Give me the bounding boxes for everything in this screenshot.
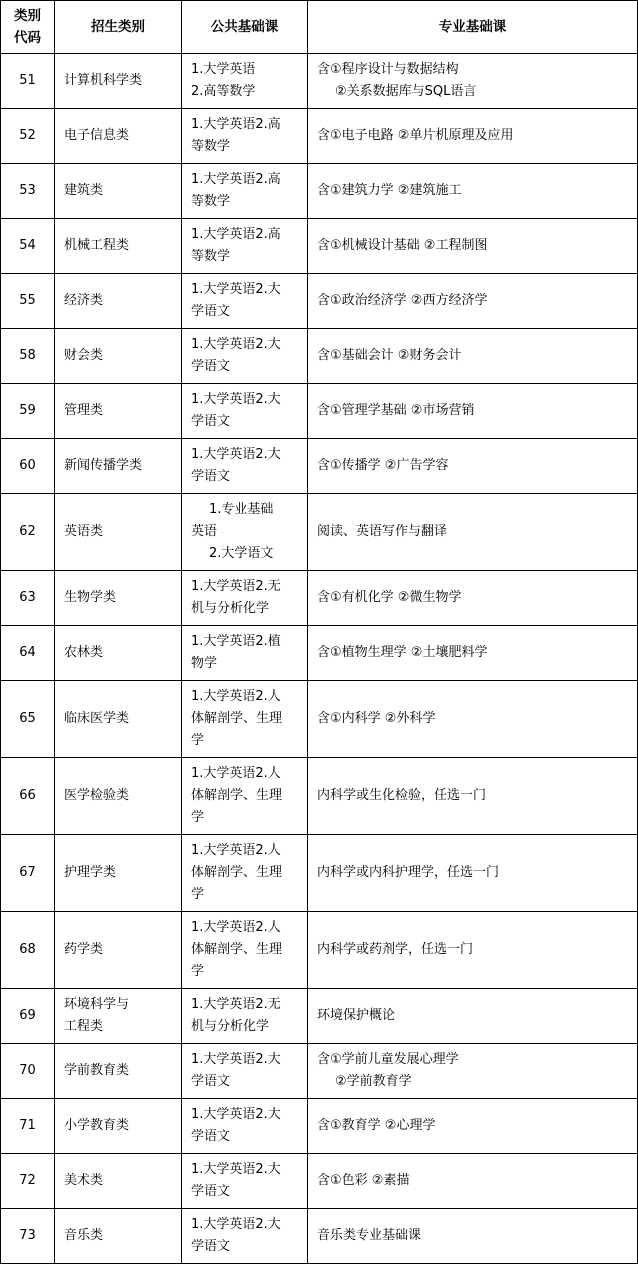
professional-course xyxy=(308,835,638,912)
professional-course xyxy=(308,758,638,835)
public-course-line: 1.大学英语2.人 xyxy=(191,689,281,704)
admission-category xyxy=(55,758,182,835)
professional-course xyxy=(308,274,638,329)
header-category: 招生类别 xyxy=(55,1,182,54)
category-code: 72 xyxy=(1,1154,55,1209)
public-course-line: 学语文 xyxy=(191,1239,231,1254)
admission-category xyxy=(55,835,182,912)
category-code: 71 xyxy=(1,1099,55,1154)
public-course-line: 等数学 xyxy=(191,249,231,264)
public-course-line: 学语文 xyxy=(191,469,231,484)
admission-category-line: 药学类 xyxy=(64,942,104,957)
public-course-line: 等数学 xyxy=(191,194,231,209)
professional-course xyxy=(308,329,638,384)
professional-course-line: 内科学或生化检验，任选一门 xyxy=(317,788,487,803)
category-code: 52 xyxy=(1,109,55,164)
professional-course-line: 含①建筑力学 ②建筑施工 xyxy=(317,183,462,198)
public-course xyxy=(182,571,308,626)
public-course-line: 1.大学英语2.高 xyxy=(191,172,281,187)
category-code: 69 xyxy=(1,989,55,1044)
public-course-line: 1.大学英语2.人 xyxy=(191,920,281,935)
professional-course xyxy=(308,164,638,219)
public-course xyxy=(182,164,308,219)
professional-course xyxy=(308,681,638,758)
public-course-line: 1.大学英语2.大 xyxy=(191,1217,281,1232)
public-course xyxy=(182,1154,308,1209)
admission-category-line: 经济类 xyxy=(64,293,104,308)
category-code: 65 xyxy=(1,681,55,758)
table-row xyxy=(1,54,638,109)
public-course-line: 体解剖学、生理 xyxy=(191,942,283,957)
table-body xyxy=(1,54,638,1264)
professional-course xyxy=(308,384,638,439)
professional-course xyxy=(308,626,638,681)
public-course xyxy=(182,1044,308,1099)
professional-course-line: 含①教育学 ②心理学 xyxy=(317,1118,436,1133)
public-course-line: 体解剖学、生理 xyxy=(191,788,283,803)
public-course-line: 学语文 xyxy=(191,1184,231,1199)
public-course-line: 体解剖学、生理 xyxy=(191,711,283,726)
table-row xyxy=(1,384,638,439)
admission-category xyxy=(55,681,182,758)
professional-course xyxy=(308,571,638,626)
table-row xyxy=(1,439,638,494)
public-course-line: 学语文 xyxy=(191,359,231,374)
admission-category-line: 计算机科学类 xyxy=(64,73,143,88)
admission-category-line: 环境科学与 xyxy=(64,997,130,1012)
professional-course-line: 含①管理学基础 ②市场营销 xyxy=(317,403,475,418)
table-row xyxy=(1,989,638,1044)
professional-course xyxy=(308,1099,638,1154)
public-course xyxy=(182,681,308,758)
public-course xyxy=(182,1209,308,1264)
public-course-line: 机与分析化学 xyxy=(191,1019,270,1034)
professional-course-line: 含①传播学 ②广告学容 xyxy=(317,458,449,473)
category-code: 73 xyxy=(1,1209,55,1264)
admission-category-line: 农林类 xyxy=(64,645,104,660)
public-course xyxy=(182,219,308,274)
admission-category xyxy=(55,329,182,384)
public-course-line: 物学 xyxy=(191,656,218,671)
public-course-line: 1.大学英语2.高 xyxy=(191,117,281,132)
table-row xyxy=(1,835,638,912)
category-code: 54 xyxy=(1,219,55,274)
category-code: 53 xyxy=(1,164,55,219)
admission-category xyxy=(55,274,182,329)
header-public-course: 公共基础课 xyxy=(182,1,308,54)
category-code: 68 xyxy=(1,912,55,989)
category-code: 62 xyxy=(1,494,55,571)
category-code: 55 xyxy=(1,274,55,329)
public-course xyxy=(182,109,308,164)
public-course-line: 1.大学英语2.人 xyxy=(191,766,281,781)
admission-category xyxy=(55,989,182,1044)
public-course-line: 1.大学英语2.大 xyxy=(191,1052,281,1067)
admission-category xyxy=(55,54,182,109)
admission-category-line: 音乐类 xyxy=(64,1228,104,1243)
table-row xyxy=(1,1209,638,1264)
professional-course-line: 环境保护概论 xyxy=(317,1008,396,1023)
admission-category-line: 电子信息类 xyxy=(64,128,130,143)
table-row xyxy=(1,1044,638,1099)
public-course-line: 机与分析化学 xyxy=(191,601,270,616)
admission-category xyxy=(55,912,182,989)
admission-category-line: 护理学类 xyxy=(64,865,117,880)
category-code: 58 xyxy=(1,329,55,384)
admission-category-line: 美术类 xyxy=(64,1173,104,1188)
public-course xyxy=(182,1099,308,1154)
public-course xyxy=(182,439,308,494)
professional-course-line: 含①政治经济学 ②西方经济学 xyxy=(317,293,488,308)
professional-course xyxy=(308,54,638,109)
admission-category-line: 新闻传播学类 xyxy=(64,458,143,473)
public-course-line: 学 xyxy=(191,810,205,825)
public-course-line: 1.大学英语2.大 xyxy=(191,1162,281,1177)
professional-course-line: 含①基础会计 ②财务会计 xyxy=(317,348,462,363)
admission-category-line: 学前教育类 xyxy=(64,1063,130,1078)
public-course-line: 学语文 xyxy=(191,304,231,319)
table-row xyxy=(1,912,638,989)
admission-category-line: 英语类 xyxy=(64,524,104,539)
admission-category xyxy=(55,1154,182,1209)
admission-category xyxy=(55,1209,182,1264)
admission-category-line: 小学教育类 xyxy=(64,1118,130,1133)
admission-category-line: 临床医学类 xyxy=(64,711,130,726)
professional-course-line: 含①植物生理学 ②土壤肥料学 xyxy=(317,645,488,660)
public-course-line: 2.大学语文 xyxy=(209,546,274,561)
public-course-line: 1.专业基础 xyxy=(209,502,274,517)
category-code: 59 xyxy=(1,384,55,439)
category-code: 63 xyxy=(1,571,55,626)
public-course xyxy=(182,626,308,681)
professional-course xyxy=(308,494,638,571)
public-course-line: 学 xyxy=(191,887,205,902)
admission-category xyxy=(55,571,182,626)
table-row xyxy=(1,1099,638,1154)
header-code-line: 类别 xyxy=(14,8,41,24)
public-course xyxy=(182,494,308,571)
public-course xyxy=(182,835,308,912)
header-professional-course: 专业基础课 xyxy=(308,1,638,54)
public-course xyxy=(182,274,308,329)
professional-course-line: 含①内科学 ②外科学 xyxy=(317,711,436,726)
public-course-line: 英语 xyxy=(191,524,218,539)
category-code: 66 xyxy=(1,758,55,835)
table-row xyxy=(1,571,638,626)
table-row xyxy=(1,681,638,758)
category-code: 70 xyxy=(1,1044,55,1099)
admission-category-line: 工程类 xyxy=(64,1019,104,1034)
public-course xyxy=(182,758,308,835)
public-course-line: 1.大学英语2.无 xyxy=(191,579,281,594)
professional-course-line: 阅读、英语写作与翻译 xyxy=(317,524,448,539)
public-course-line: 2.高等数学 xyxy=(191,84,256,99)
public-course xyxy=(182,329,308,384)
public-course-line: 1.大学英语 xyxy=(191,62,256,77)
admission-category xyxy=(55,219,182,274)
admission-category xyxy=(55,439,182,494)
public-course-line: 体解剖学、生理 xyxy=(191,865,283,880)
table-row xyxy=(1,109,638,164)
admission-category xyxy=(55,384,182,439)
public-course-line: 学 xyxy=(191,964,205,979)
public-course-line: 学语文 xyxy=(191,414,231,429)
public-course-line: 1.大学英语2.无 xyxy=(191,997,281,1012)
table-row xyxy=(1,219,638,274)
admission-category-line: 管理类 xyxy=(64,403,104,418)
public-course-line: 1.大学英语2.高 xyxy=(191,227,281,242)
header-row xyxy=(1,1,638,54)
public-course-line: 等数学 xyxy=(191,139,231,154)
professional-course-line: ②学前教育学 xyxy=(335,1074,412,1089)
public-course-line: 学语文 xyxy=(191,1129,231,1144)
table-row xyxy=(1,274,638,329)
professional-course-line: 内科学或内科护理学，任选一门 xyxy=(317,865,500,880)
admission-category xyxy=(55,1044,182,1099)
table-row xyxy=(1,1154,638,1209)
public-course xyxy=(182,54,308,109)
professional-course xyxy=(308,1154,638,1209)
public-course xyxy=(182,912,308,989)
admission-category xyxy=(55,164,182,219)
table-row xyxy=(1,758,638,835)
table-row xyxy=(1,329,638,384)
admission-category-line: 医学检验类 xyxy=(64,788,130,803)
header-code xyxy=(1,1,55,54)
category-code: 60 xyxy=(1,439,55,494)
professional-course-line: 内科学或药剂学，任选一门 xyxy=(317,942,474,957)
public-course-line: 1.大学英语2.人 xyxy=(191,843,281,858)
public-course-line: 1.大学英语2.大 xyxy=(191,337,281,352)
admission-category-line: 财会类 xyxy=(64,348,104,363)
professional-course xyxy=(308,109,638,164)
category-code: 51 xyxy=(1,54,55,109)
admission-category-line: 机械工程类 xyxy=(64,238,130,253)
public-course-line: 1.大学英语2.植 xyxy=(191,634,281,649)
admission-category xyxy=(55,626,182,681)
professional-course-line: 音乐类专业基础课 xyxy=(317,1228,422,1243)
public-course-line: 1.大学英语2.大 xyxy=(191,282,281,297)
public-course-line: 学 xyxy=(191,733,205,748)
professional-course-line: 含①电子电路 ②单片机原理及应用 xyxy=(317,128,514,143)
table-row xyxy=(1,164,638,219)
professional-course-line: 含①程序设计与数据结构 xyxy=(317,62,459,77)
admission-category-line: 生物学类 xyxy=(64,590,117,605)
professional-course xyxy=(308,989,638,1044)
admission-category-line: 建筑类 xyxy=(64,183,104,198)
public-course-line: 1.大学英语2.大 xyxy=(191,392,281,407)
professional-course-line: 含①学前儿童发展心理学 xyxy=(317,1052,459,1067)
professional-course xyxy=(308,439,638,494)
professional-course xyxy=(308,1044,638,1099)
professional-course xyxy=(308,1209,638,1264)
public-course xyxy=(182,384,308,439)
public-course-line: 1.大学英语2.大 xyxy=(191,447,281,462)
header-code-line: 代码 xyxy=(14,30,41,46)
category-code: 64 xyxy=(1,626,55,681)
public-course xyxy=(182,989,308,1044)
professional-course-line: ②关系数据库与SQL语言 xyxy=(335,84,477,99)
table-row xyxy=(1,494,638,571)
public-course-line: 学语文 xyxy=(191,1074,231,1089)
admission-category xyxy=(55,494,182,571)
professional-course-line: 含①机械设计基础 ②工程制图 xyxy=(317,238,488,253)
admission-category xyxy=(55,1099,182,1154)
table-row xyxy=(1,626,638,681)
professional-course xyxy=(308,912,638,989)
admission-category xyxy=(55,109,182,164)
professional-course-line: 含①色彩 ②素描 xyxy=(317,1173,410,1188)
professional-course-line: 含①有机化学 ②微生物学 xyxy=(317,590,462,605)
public-course-line: 1.大学英语2.大 xyxy=(191,1107,281,1122)
category-code: 67 xyxy=(1,835,55,912)
professional-course xyxy=(308,219,638,274)
